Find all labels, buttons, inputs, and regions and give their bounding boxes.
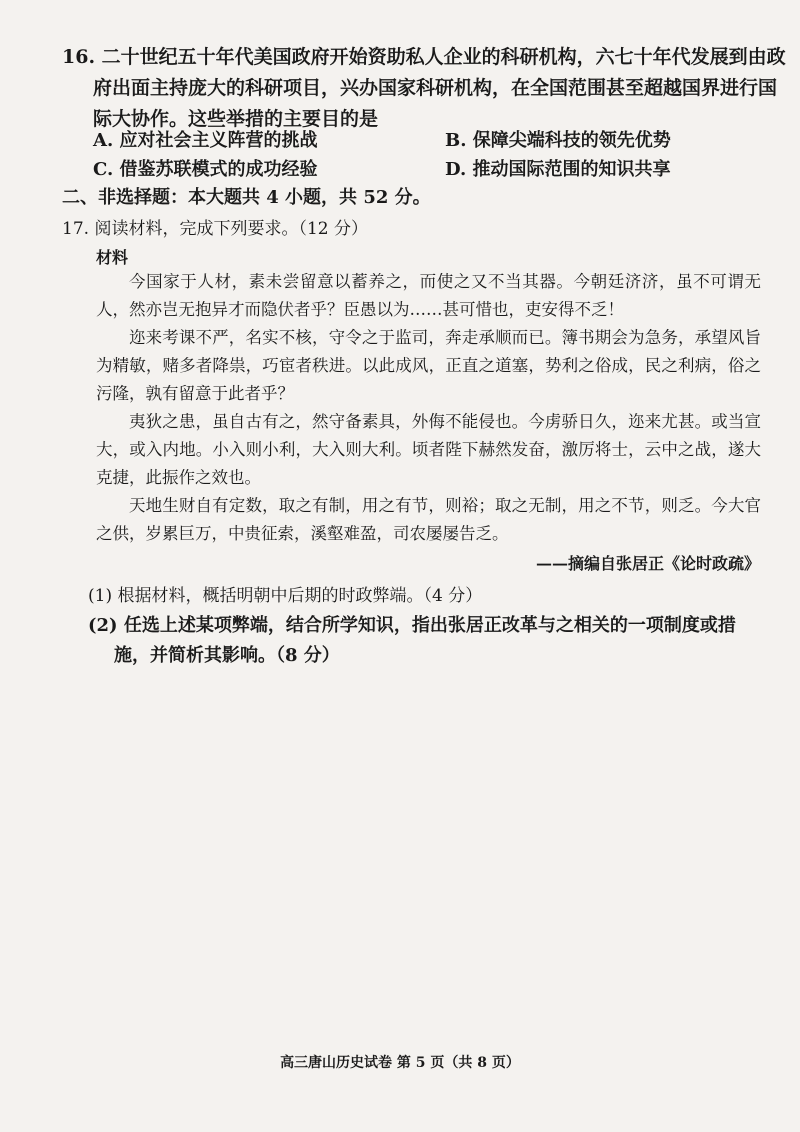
material-label: 材料 [96, 248, 129, 267]
sub-question-2-line-2: 施，并简析其影响。（8 分） [114, 645, 340, 666]
question-17-prompt: 17. 阅读材料，完成下列要求。（12 分） [62, 219, 368, 239]
question-16-line-1: 16. 二十世纪五十年代美国政府开始资助私人企业的科研机构，六七十年代发展到由政 [62, 46, 786, 68]
question-16 [62, 42, 786, 135]
material-paragraph-2: 迩来考课不严，名实不核，守令之于监司，奔走承顺而已。簿书期会为急务，承望风旨为精敏，赌多者降祟，巧宦者秩进。以此成风，正直之道塞，势利之俗成，民之利病，俗之污隆，孰有留意于此者乎？ [96, 328, 761, 403]
option-c[interactable]: C. 借鉴苏联模式的成功经验 [93, 159, 318, 180]
option-b[interactable]: B. 保障尖端科技的领先优势 [445, 130, 671, 151]
material-paragraph-3: 夷狄之患，虽自古有之，然守备素具，外侮不能侵也。今虏骄日久，迩来尤甚。或当宣大，或入内地。小入则小利，大入则大利。顷者陛下赫然发奋，激厉将士，云中之战，遂大克捷，此振作之效也。 [96, 412, 761, 487]
question-16-line-2: 府出面主持庞大的科研项目，兴办国家科研机构，在全国范围甚至超越国界进行国 [93, 77, 778, 99]
page-footer: 高三唐山历史试卷 第 5 页（共 8 页） [280, 1055, 520, 1071]
options-row-2 [93, 156, 763, 185]
option-a[interactable]: A. 应对社会主义阵营的挑战 [93, 130, 318, 151]
option-d[interactable]: D. 推动国际范围的知识共享 [445, 159, 671, 180]
material-source: ——摘编自张居正《论时政疏》 [535, 554, 760, 573]
question-16-line-3: 际大协作。这些举措的主要目的是 [93, 108, 379, 130]
options-row-1 [93, 127, 763, 156]
material-paragraph-4: 天地生财自有定数，取之有制，用之有节，则裕；取之无制，用之不节，则乏。今大官之供，岁累巨万，中贵征索，溪壑难盈，司农屡屡告乏。 [96, 496, 761, 543]
sub-question-2-line-1: (2) 任选上述某项弊端，结合所学知识，指出张居正改革与之相关的一项制度或措 [88, 615, 736, 636]
sub-question-1: (1) 根据材料，概括明朝中后期的时政弊端。（4 分） [88, 586, 483, 606]
material-paragraph-1: 今国家于人材，素未尝留意以蓄养之，而使之又不当其器。今朝廷济济，虽不可谓无人，然亦岂无抱异才而隐伏者乎？臣愚以为……甚可惜也，吏安得不乏！ [96, 272, 761, 319]
sub-question-2 [88, 611, 768, 671]
question-16-options [93, 127, 763, 185]
material-text [96, 268, 761, 548]
section-2-heading: 二、非选择题：本大题共 4 小题，共 52 分。 [62, 187, 431, 208]
